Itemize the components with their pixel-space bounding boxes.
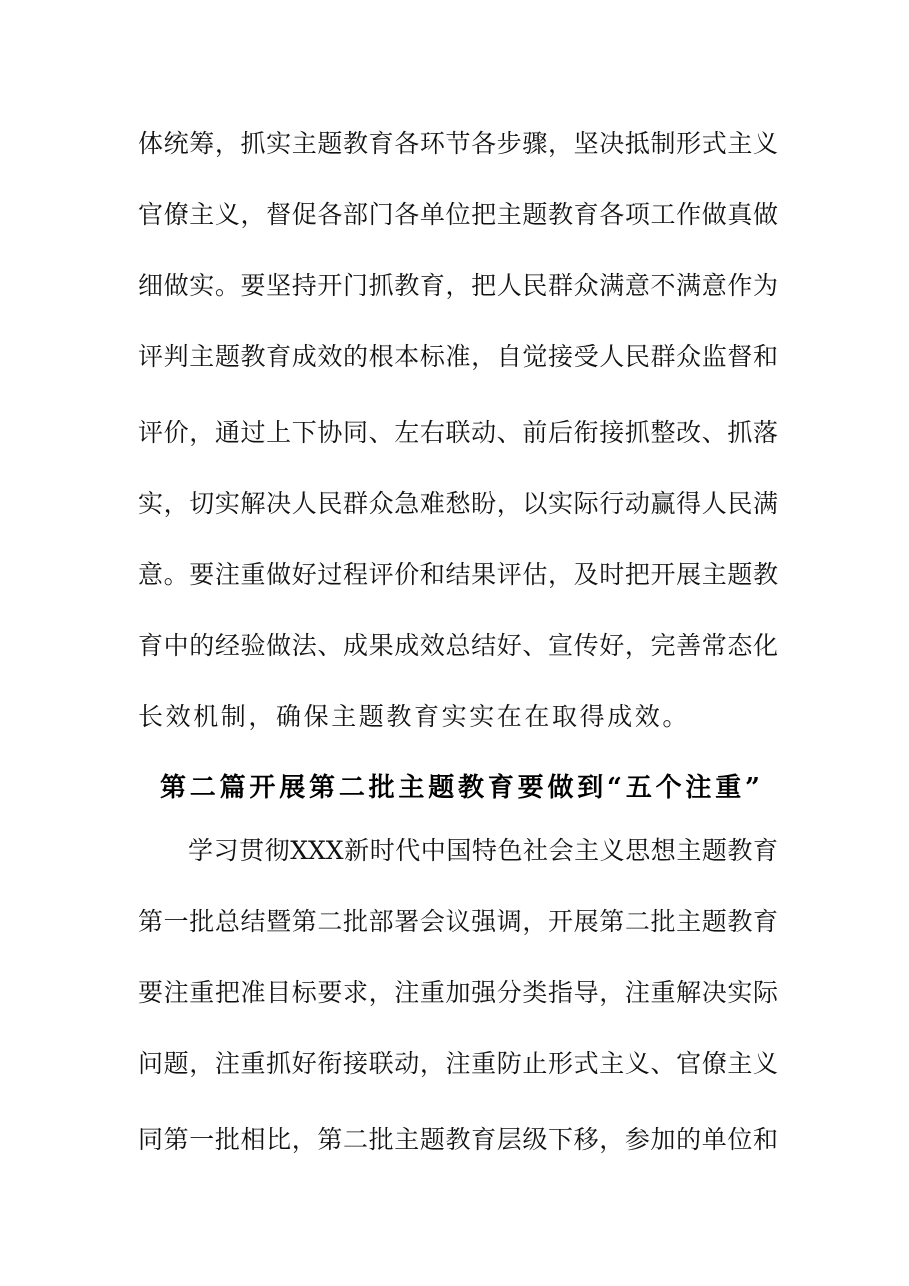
paragraph-first-line: 学习贯彻XXX新时代中国特色社会主义思想主题教育 xyxy=(188,836,778,865)
body-line: 要注重把准目标要求，注重加强分类指导，注重解决实际 xyxy=(138,978,778,1007)
body-line: 意。要注重做好过程评价和结果评估，及时把开展主题教 xyxy=(138,560,778,589)
body-line: 体统筹，抓实主题教育各环节各步骤，坚决抵制形式主义 xyxy=(138,129,778,158)
body-line: 第一批总结暨第二批部署会议强调，开展第二批主题教育 xyxy=(138,907,778,936)
body-line: 实，切实解决人民群众急难愁盼，以实际行动赢得人民满 xyxy=(138,489,778,518)
body-line: 育中的经验做法、成果成效总结好、宣传好，完善常态化 xyxy=(138,631,778,660)
body-line-last: 长效机制，确保主题教育实实在在取得成效。 xyxy=(138,702,691,731)
body-line: 评判主题教育成效的根本标准，自觉接受人民群众监督和 xyxy=(138,342,778,371)
body-line: 评价，通过上下协同、左右联动、前后衔接抓整改、抓落 xyxy=(138,418,778,447)
section-heading: 第二篇开展第二批主题教育要做到“五个注重” xyxy=(160,773,760,803)
body-line: 同第一批相比，第二批主题教育层级下移，参加的单位和 xyxy=(138,1125,778,1154)
body-line: 细做实。要坚持开门抓教育，把人民群众满意不满意作为 xyxy=(138,271,778,300)
body-line: 官僚主义，督促各部门各单位把主题教育各项工作做真做 xyxy=(138,200,778,229)
body-line: 问题，注重抓好衔接联动，注重防止形式主义、官僚主义 xyxy=(138,1049,778,1078)
